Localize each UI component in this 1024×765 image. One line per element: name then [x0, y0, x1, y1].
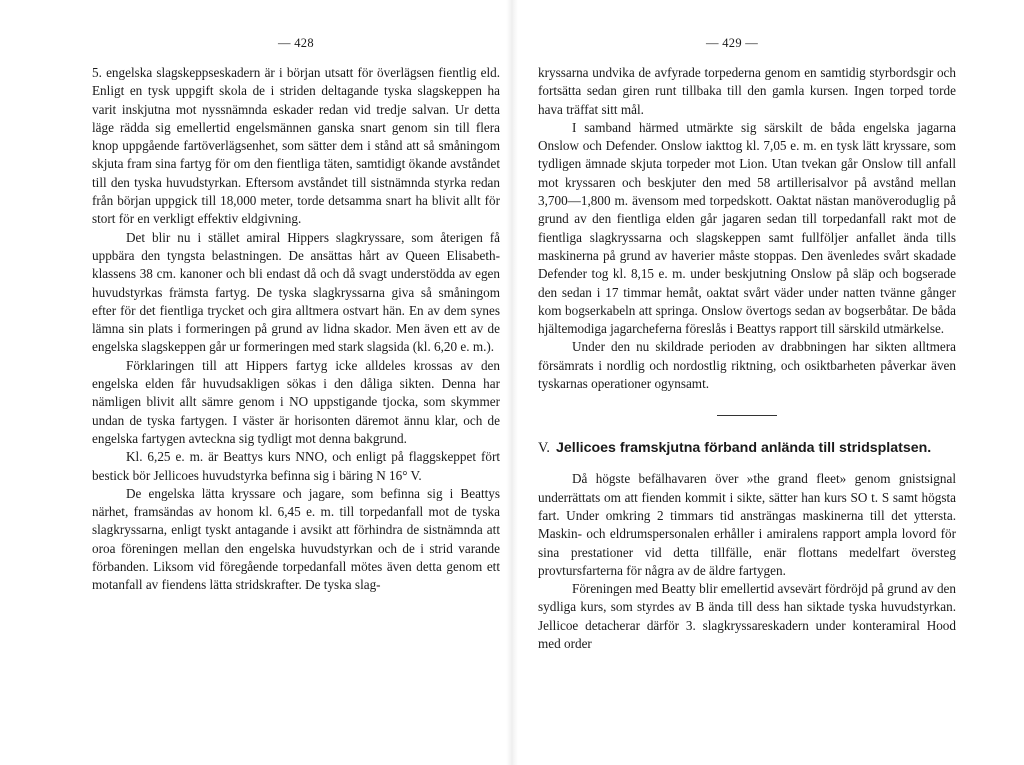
right-paragraph: kryssarna undvika de avfyrade torpederna genom en samtidig styrbordsgir och fortsätta sedan giren runt tillbaka till den gamla kursen. Ingen torped torde hava träffat sitt mål.: [538, 65, 956, 117]
right-paragraph: Föreningen med Beatty blir emellertid avsevärt fördröjd på grund av den sydliga kurs, som styrdes av B ända till dess han siktade tyska huvudstyrkan. Jellicoe detacherar därför 3. slagkryssareskadern under konteramiral Hood med order: [538, 581, 956, 652]
left-paragraph: Förklaringen till att Hippers fartyg icke alldeles krossas av den engelska elden får huvudsakligen sökas i den dåliga sikten. Denna har nämligen blivit allt sämre genom i NO uppstigande tjocka, som skymmer undan de tyska fartygen. I väster är horisonten däremot ännu klar, och de engelska fartygen avteckna sig tydligt mot denna bakgrund.: [92, 357, 500, 446]
left-page-number: — 428: [278, 36, 314, 50]
left-paragraph: De engelska lätta kryssare och jagare, som befinna sig i Beattys närhet, framsändas av honom kl. 6,45 e. m. till torpedanfall mot de tyska slagkryssarna, enligt tyskt antagande i avsikt att förhindra de sistnämnda att oroa föreningen mellan den engelska huvudstyrkan och de i strid varande förbanden. Liksom vid föregående torpedanfall mötes även detta genom ett motanfall av fiendens lätta stridskrafter. De tyska slag-: [92, 485, 500, 593]
left-text-column: [92, 64, 500, 595]
section-divider: [717, 415, 777, 416]
right-paragraph: Under den nu skildrade perioden av drabbningen har sikten alltmera försämrats i nordlig och nordostlig riktning, och osiktbarheten påverkar även tyskarnas operationer ogynsamt.: [538, 339, 956, 392]
left-paragraph: 5. engelska slagskeppseskadern är i början utsatt för överlägsen fientlig eld. Enligt en tysk uppgift skola de i striden deltagande tyska slagskeppen ha varit inskjutna mot nyssnämnda eskader redan vid tredje salvan. Ur detta läge rädda sig emellertid engelsmännen ganska snart genom sin till flera knop uppgående fartöverlägsenhet, som sätter dem i stånd att så småningom skjuta fram sina fartyg för om den fientliga täten, samtidigt ökande avståndet till den tyska huvudstyrkan. Eftersom avståndet till sistnämnda styrka redan från början uppgick till 18,000 meter, torde detsamma snart ha blivit allt för stort för en verkligt effektiv eldgivning.: [92, 65, 500, 227]
right-text-column: [538, 64, 956, 653]
right-paragraph: I samband härmed utmärkte sig särskilt de båda engelska jagarna Onslow och Defender. Onslow iakttog kl. 7,05 e. m. en tysk lätt kryssare, som tydligen ämnade skjuta torpeder mot Lion. Utan tvekan går Onslow till anfall mot kryssaren och beskjuter den med 58 artillerisalvor på avstånd mellan 3,700—1,800 m. ävensom med torpedskott. Oaktat nästan manöveroduglig på grund av den fientliga elden går jagaren sedan till torpedanfall rakt mot de fientliga slagkryssarna och slagskeppen samt fullföljer anfallet ända tills maskinerna på grund av haverier måste stoppas. Den ävenledes svårt skadade Defender tog kl. 8,15 e. m. under beskjutning Onslow på släp och bogserade den sedan i 17 timmar hemåt, oaktat svårt väder under natten tvänne gånger kom bogserkabeln att springa. Onslow övertogs sedan av bogserbåtar. De båda hjältemodiga jagarcheferna föreslås i Beattys rapport till särskild utmärkelse.: [538, 119, 956, 337]
right-paragraph: Då högste befälhavaren över »the grand fleet» genom gnistsignal underrättats om att fienden kommit i sikte, sätter han kurs SO t. S samt högsta fart. Under omkring 2 timmars tid ansträngas maskinerna till det yttersta. Maskin- och eldrumspersonalen erhåller i amiralens rapport ampla lovord för sina prestationer vid detta tillfälle, enär flottans medelfart översteg provtursfarterna för några av de äldre fartygen.: [538, 471, 956, 578]
section-heading: [538, 438, 956, 458]
section-title: Jellicoes framskjutna förband anlända till stridsplatsen.: [555, 440, 932, 457]
right-page-number: — 429 —: [706, 36, 759, 50]
left-paragraph: Det blir nu i stället amiral Hippers slagkryssare, som återigen få uppbära den tyngsta belastningen. De ansättas hårt av Queen Elisabeth-klassens 38 cm. kanoner och bli endast då och då svagt understödda av egen huvudstyrkas främsta fartyg. De tyska slagkryssarna giva så småningom efter för det fientliga trycket och gira alltmera ostvart hän. En av dem synes lämna sin plats i formeringen på grund av lidna skador. Men även ett av de engelska slagskeppen går ur formeringen med stark slagsida (kl. 6,20 e. m.).: [92, 229, 500, 355]
section-numeral: V.: [538, 440, 550, 457]
left-paragraph: Kl. 6,25 e. m. är Beattys kurs NNO, och enligt på flaggskeppet fört bestick bör Jellicoes huvudstyrka befinna sig i bäring N 16° V.: [92, 449, 500, 483]
right-page: [512, 0, 1024, 765]
